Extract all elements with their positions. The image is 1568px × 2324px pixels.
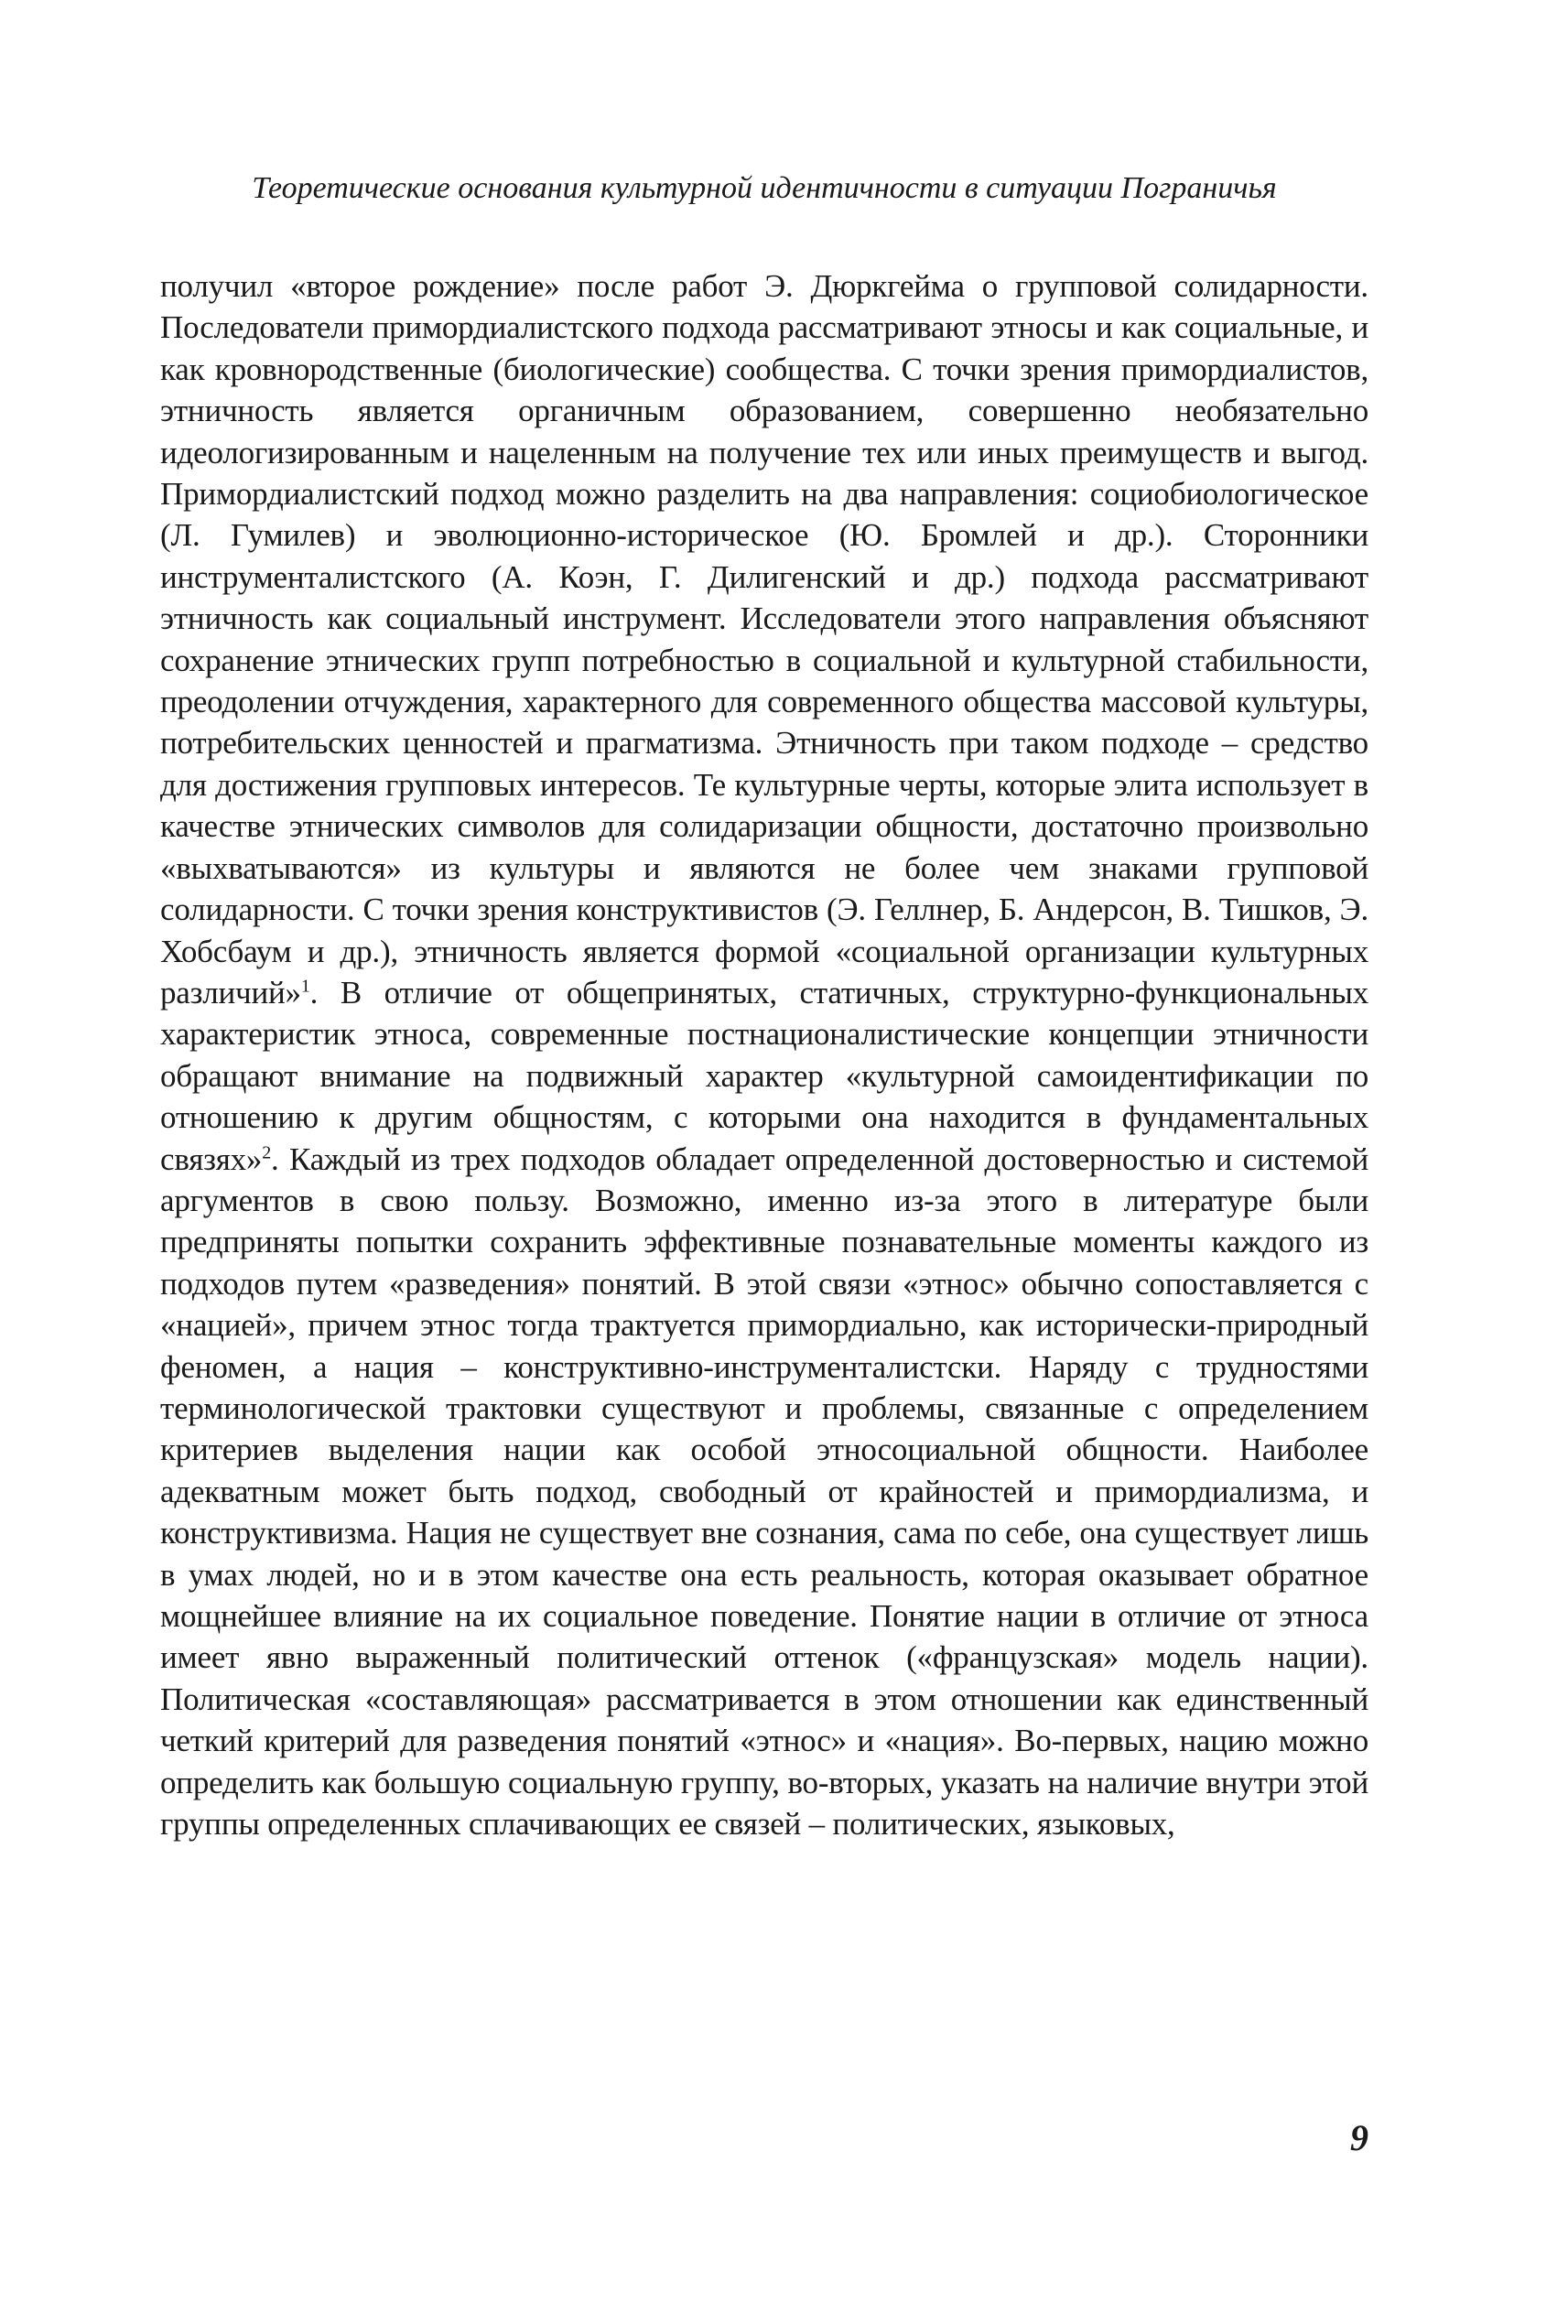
- running-header: Теоретические основания культурной идентичности в ситуации Пограничья: [252, 171, 1277, 205]
- page-number: 9: [1350, 2117, 1368, 2158]
- footnote-marker[interactable]: 1: [300, 976, 310, 997]
- body-text-segment: . В отличие от общепринятых, статичных, структурно-функциональных характеристик этноса, современные постнационалистические концепции этничности обращают внимание на подвижный характер «культурной самоидентификации по отношению к другим общностям, с которыми она находится в фундаментальных связях»: [160, 974, 1368, 1177]
- footnote-marker[interactable]: 2: [262, 1141, 272, 1162]
- body-text-segment: . Каждый из трех подходов обладает определенной достоверностью и системой аргументов в свою пользу. Возможно, именно из-за этого в литературе были предприняты попытки сохранить эффективные познавательные моменты каждого из подходов путем «разведения» понятий. В этой связи «этнос» обычно сопоставляется с «нацией», причем этнос тогда трактуется примордиально, как исторически-природный феномен, а нация – конструктивно-инструменталистски. Наряду с трудностями терминологической трактовки существуют и проблемы, связанные с определением критериев выделения нации как особой этносоциальной общности. Наиболее адекватным может быть подход, свободный от крайностей и примордиализма, и конструктивизма. Нация не существует вне сознания, сама по себе, она существует лишь в умах людей, но и в этом качестве она есть реальность, которая оказывает обратное мощнейшее влияние на их социальное поведение. Понятие нации в отличие от этноса имеет явно выраженный политический оттенок («французская» модель нации). Политическая «составляющая» рассматривается в этом отношении как единственный четкий критерий для разведения понятий «этнос» и «нация». Во-первых, нацию можно определить как большую социальную группу, во-вторых, указать на наличие внутри этой группы определенных сплачивающих ее связей – политических, языковых,: [160, 1140, 1368, 1843]
- body-text: [160, 265, 1368, 1844]
- body-text-segment: получил «второе рождение» после работ Э. Дюркгейма о групповой солидарности. Последователи примордиалистского подхода рассматривают этносы и как социальные, и как кровнородственные (биологические) сообщества. С точки зрения примордиалистов, этничность является органичным образованием, совершенно необязательно идеологизированным и нацеленным на получение тех или иных преимуществ и выгод. Примордиалистский подход можно разделить на два направления: социобиологическое (Л. Гумилев) и эволюционно-историческое (Ю. Бромлей и др.). Сторонники инструменталистского (А. Коэн, Г. Дилигенский и др.) подхода рассматривают этничность как социальный инструмент. Исследователи этого направления объясняют сохранение этнических групп потребностью в социальной и культурной стабильности, преодолении отчуждения, характерного для современного общества массовой культуры, потребительских ценностей и прагматизма. Этничность при таком подходе – средство для достижения групповых интересов. Те культурные черты, которые элита использует в качестве этнических символов для солидаризации общности, достаточно произвольно «выхватываются» из культуры и являются не более чем знаками групповой солидарности. С точки зрения конструктивистов (Э. Геллнер, Б. Андерсон, В. Тишков, Э. Хобсбаум и др.), этничность является формой «социальной организации культурных различий»: [160, 268, 1368, 1011]
